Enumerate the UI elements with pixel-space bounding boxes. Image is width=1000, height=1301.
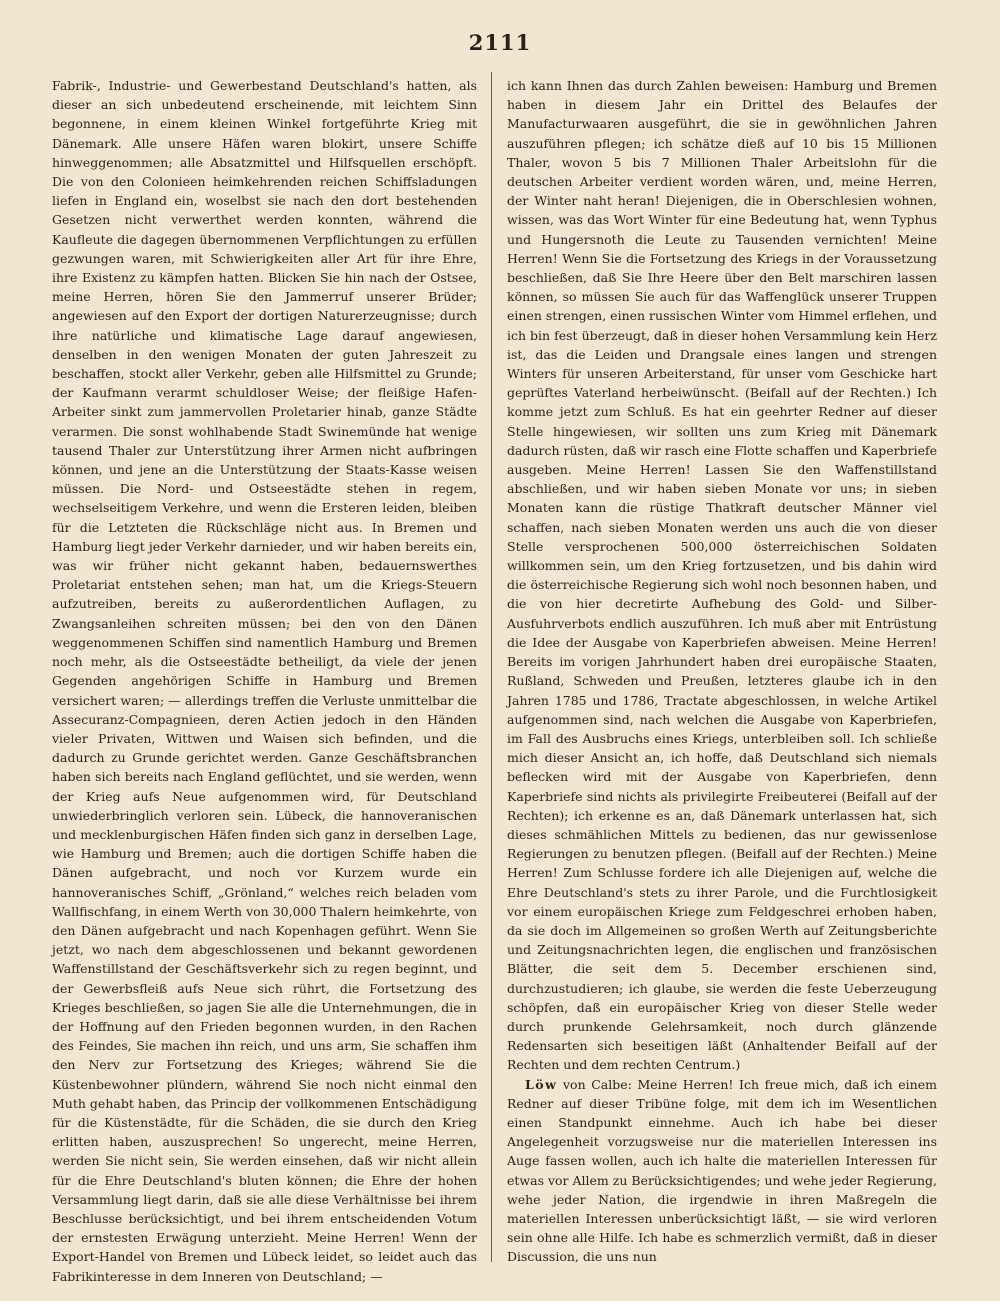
page-number: 2111 bbox=[468, 30, 532, 55]
right-column bbox=[507, 76, 937, 1267]
left-column-paragraph: Fabrik-, Industrie- und Gewerbestand Deutschland's hatten, als dieser an sich unbedeutend erscheinende, mit leichtem Sinn begonnene, in einem kleinen Winkel fortgeführte Krieg mit Dänemark. Alle unsere Häfen waren blokirt, unsere Schiffe hinweggenommen; alle Absatzmittel und Hilfsquellen erschöpft. Die von den Colonieen heimkehrenden reichen Schiffsladungen liefen in England ein, woselbst sie nach den dort bestehenden Gesetzen nicht verwerthet werden konnten, während die Kaufleute die dagegen übernommenen Verpflichtungen zu erfüllen gezwungen waren, mit Schwierigkeiten aller Art für ihre Ehre, ihre Existenz zu kämpfen hatten. Blicken Sie hin nach der Ostsee, meine Herren, hören Sie den Jammerruf unserer Brüder; angewiesen auf den Export der dortigen Naturerzeugnisse; durch ihre natürliche und klimatische Lage darauf angewiesen, denselben in den wenigen Monaten der guten Jahreszeit zu beschaffen, stockt aller Verkehr, geben alle Hilfsmittel zu Grunde; der Kaufmann verarmt schuldloser Weise; der fleißige Hafen-Arbeiter sinkt zum jammervollen Proletarier hinab, ganze Städte verarmen. Die sonst wohlhabende Stadt Swinemünde hat wenige tausend Thaler zur Unterstützung ihrer Armen nicht aufbringen können, und jene an die Unterstützung der Staats-Kasse weisen müssen. Die Nord- und Ostseestädte stehen in regem, wechselseitigem Verkehre, und wenn die Ersteren leiden, bleiben für die Letzteten die Rückschläge nicht aus. In Bremen und Hamburg liegt jeder Verkehr darnieder, und wir haben bereits ein, was wir früher nicht gekannt haben, bedauernswerthes Proletariat entstehen sehen; man hat, um die Kriegs-Steuern aufzutreiben, bereits zu außerordentlichen Auflagen, zu Zwangsanleihen schreiten müssen; bei den von den Dänen weggenommenen Schiffen sind namentlich Hamburg und Bremen noch mehr, als die Ostseestädte betheiligt, da viele der jenen Gegenden angehörigen Schiffe in Hamburg und Bremen versichert waren; — allerdings treffen die Verluste unmittelbar die Assecuranz-Compagnieen, deren Actien jedoch in den Händen vieler Privaten, Wittwen und Waisen sich befinden, und die dadurch zu Grunde gerichtet werden. Ganze Geschäftsbranchen haben sich bereits nach England geflüchtet, und sie werden, wenn der Krieg aufs Neue aufgenommen wird, für Deutschland unwiederbringlich verloren sein. Lübeck, die hannoveranischen und mecklenburgischen Häfen finden sich ganz in derselben Lage, wie Hamburg und Bremen; auch die dortigen Schiffe haben die Dänen aufgebracht, und noch vor Kurzem wurde ein hannoveranisches Schiff, „Grönland,“ welches reich beladen vom Wallfischfang, in einem Werth von 30,000 Thalern heimkehrte, von den Dänen aufgebracht und nach Kopenhagen geführt. Wenn Sie jetzt, wo nach dem abgeschlossenen und bekannt gewordenen Waffenstillstand der Geschäftsverkehr sich zu regen beginnt, und der Gewerbsfleiß aufs Neue sich rührt, die Fortsetzung des Krieges beschließen, so jagen Sie alle die Unternehmungen, die in der Hoffnung auf den Frieden begonnen wurden, in den Rachen des Feindes, Sie machen ihn reich, und uns arm, Sie schaffen ihm den Nerv zur Fortsetzung des Krieges; während Sie die Küstenbewohner plündern, während Sie noch nicht einmal den Muth gehabt haben, das Princip der vollkommenen Entschädigung für die Küstenstädte, für die Schäden, die sie durch den Krieg erlitten haben, auszusprechen! So ungerecht, meine Herren, werden Sie nicht sein, Sie werden einsehen, daß wir nicht allein für die Ehre Deutschland's bluten können; die Ehre der hohen Versammlung liegt darin, daß sie alle diese Verhältnisse bei ihrem Beschlusse berücksichtigt, und bei ihrem entscheidenden Votum der ernstesten Erwägung unterzieht. Meine Herren! Wenn der Export-Handel von Bremen und Lübeck leidet, so leidet auch das Fabrikinteresse in dem Inneren von Deutschland; — bbox=[52, 78, 477, 1284]
column-divider bbox=[491, 72, 492, 1262]
speech-paragraph bbox=[507, 1075, 937, 1267]
left-column bbox=[52, 76, 477, 1286]
speaker-name: Löw bbox=[525, 1076, 558, 1092]
speaker-location: von Calbe: bbox=[563, 1076, 632, 1092]
speech-text: Meine Herren! Ich freue mich, daß ich einem Redner auf dieser Tribüne folge, mit dem ich im Wesentlichen einen Standpunkt einnehme. Auch ich habe bei dieser Angelegenheit vorzugsweise nur die materiellen Interessen ins Auge fassen wollen, auch ich halte die materiellen Interessen für etwas vor Allem zu Berücksichtigendes; und wehe jeder Regierung, wehe jeder Nation, die irgendwie in ihren Maßregeln die materiellen Interessen unberücksichtigt läßt, — sie wird verloren sein ohne alle Hilfe. Ich habe es schmerzlich vermißt, daß in dieser Discussion, die uns nun bbox=[507, 1076, 937, 1265]
right-column-paragraph: ich kann Ihnen das durch Zahlen beweisen: Hamburg und Bremen haben in diesem Jahr ein Drittel des Belaufes der Manufacturwaaren ausgeführt, die sie in gewöhnlichen Jahren auszuführen pflegen; ich schätze dieß auf 10 bis 15 Millionen Thaler, wovon 5 bis 7 Millionen Thaler Arbeitslohn für die deutschen Arbeiter verdient worden wären, und, meine Herren, der Winter naht heran! Diejenigen, die in Oberschlesien wohnen, wissen, was das Wort Winter für eine Bedeutung hat, wenn Typhus und Hungersnoth die Leute zu Tausenden vernichten! Meine Herren! Wenn Sie die Fortsetzung des Kriegs in der Voraussetzung beschließen, daß Sie Ihre Heere über den Belt marschiren lassen können, so müssen Sie auch für das Waffenglück unserer Truppen einen strengen, einen russischen Winter vom Himmel erflehen, und ich bin fest überzeugt, daß in dieser hohen Versammlung kein Herz ist, das die Leiden und Drangsale eines langen und strengen Winters für unseren Arbeiterstand, für unser vom Geschicke hart geprüftes Vaterland herbeiwünscht. (Beifall auf der Rechten.) Ich komme jetzt zum Schluß. Es hat ein geehrter Redner auf dieser Stelle hingewiesen, wir sollten uns zum Krieg mit Dänemark dadurch rüsten, daß wir rasch eine Flotte schaffen und Kaperbriefe ausgeben. Meine Herren! Lassen Sie den Waffenstillstand abschließen, und wir haben sieben Monate vor uns; in sieben Monaten kann die rüstige Thatkraft deutscher Männer viel schaffen, nach sieben Monaten werden uns auch die von dieser Stelle versprochenen 500,000 österreichischen Soldaten willkommen sein, um den Krieg fortzusetzen, und bis dahin wird die österreichische Regierung sich wohl noch besonnen haben, und die von hier decretirte Aufhebung des Gold- und Silber-Ausfuhrverbots endlich auszuführen. Ich muß aber mit Entrüstung die Idee der Ausgabe von Kaperbriefen abweisen. Meine Herren! Bereits im vorigen Jahrhundert haben drei europäische Staaten, Rußland, Schweden und Preußen, letzteres glaube ich in den Jahren 1785 und 1786, Tractate abgeschlossen, in welche Artikel aufgenommen sind, nach welchen die Ausgabe von Kaperbriefen, im Fall des Ausbruchs eines Kriegs, unterbleiben soll. Ich schließe mich dieser Ansicht an, ich hoffe, daß Deutschland sich niemals beflecken wird mit der Ausgabe von Kaperbriefen, denn Kaperbriefe sind nichts als privilegirte Freibeuterei (Beifall auf der Rechten); ich erkenne es an, daß Dänemark unterlassen hat, sich dieses schmählichen Mittels zu bedienen, das nur gewissenlose Regierungen zu benutzen pflegen. (Beifall auf der Rechten.) Meine Herren! Zum Schlusse fordere ich alle Diejenigen auf, welche die Ehre Deutschland's stets zu ihrer Parole, und die Furchtlosigkeit vor einem europäischen Kriege zum Feldgeschrei erhoben haben, da sie doch im Allgemeinen so großen Werth auf Zeitungsberichte und Zeitungsnachrichten legen, die englischen und französischen Blätter, die seit dem 5. December erschienen sind, durchzustudieren; ich glaube, sie werden die feste Ueberzeugung schöpfen, daß ein europäischer Krieg von dieser Stelle weder durch prunkende Gelehrsamkeit, noch durch glänzende Redensarten sich beseitigen läßt (Anhaltender Beifall auf der Rechten und dem rechten Centrum.) bbox=[507, 78, 937, 1073]
